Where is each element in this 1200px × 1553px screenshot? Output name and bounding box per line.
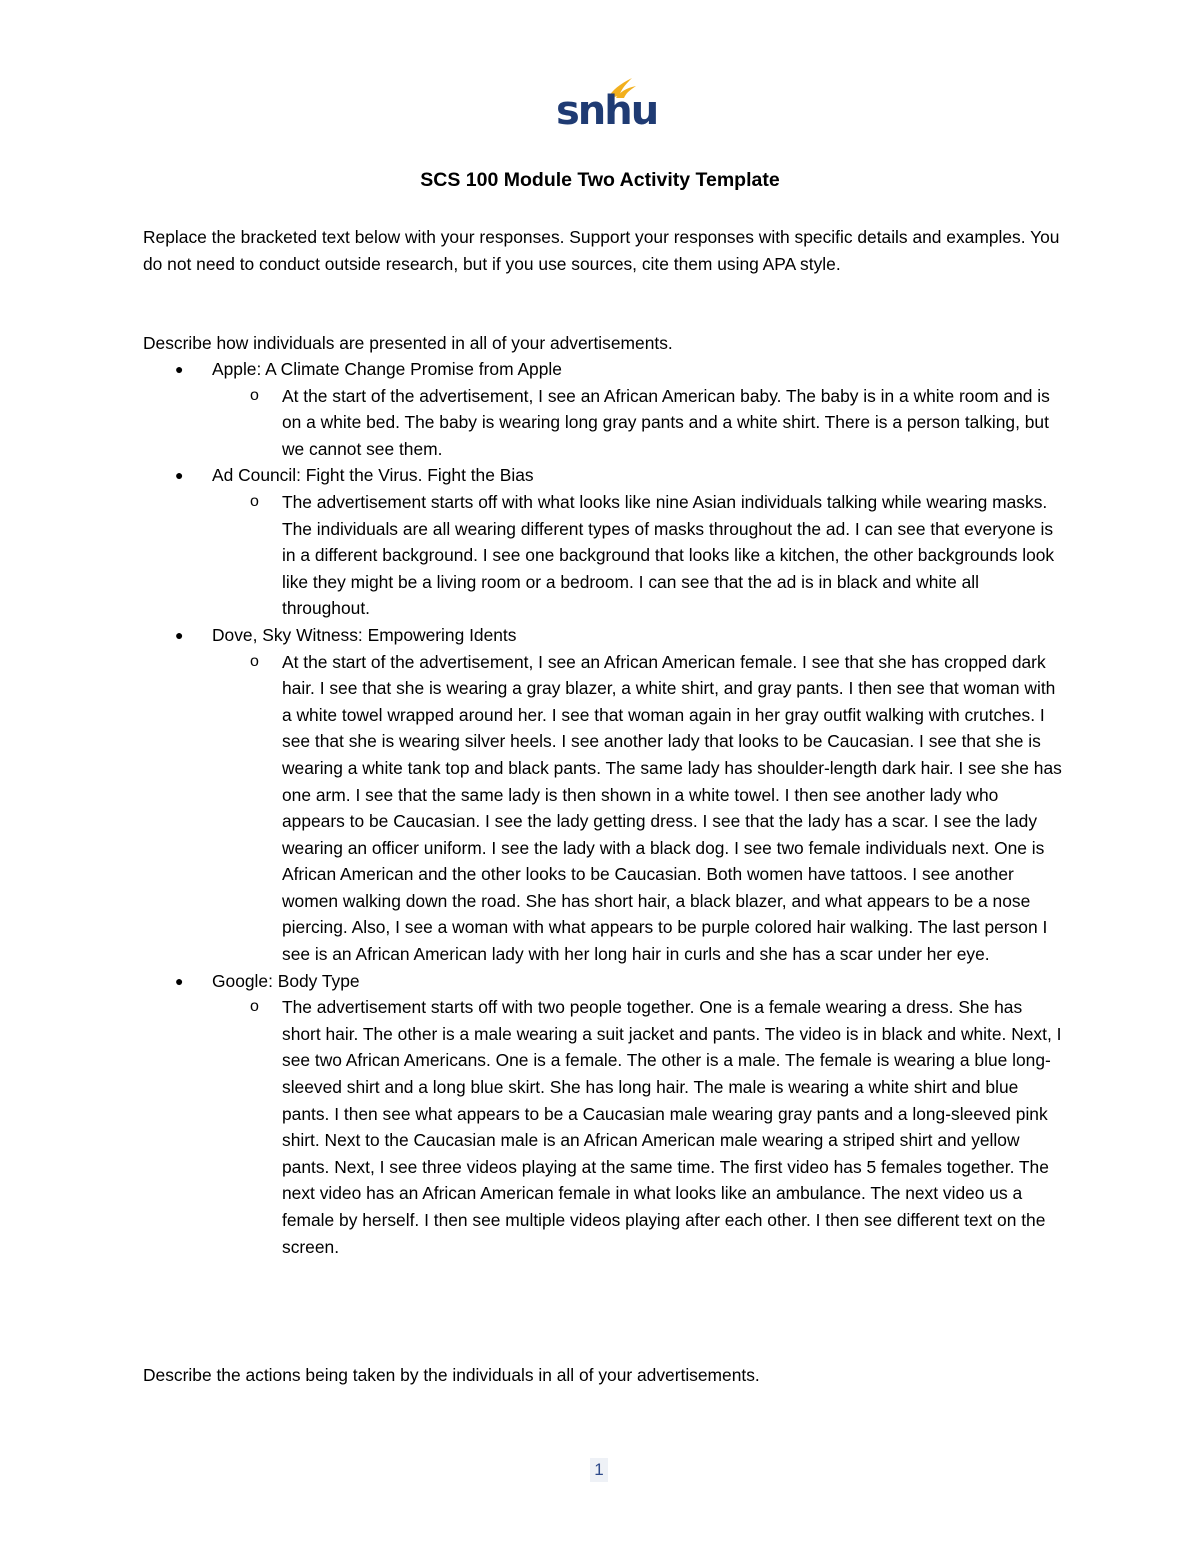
list-item [212,383,1063,463]
ad-title: Ad Council: Fight the Virus. Fight the Bias [212,465,534,486]
advertisement-list [143,356,1063,1260]
page-title: SCS 100 Module Two Activity Template [420,169,780,191]
snhu-logo [556,74,658,134]
bullet-icon: ● [175,467,184,484]
prompt-actions: Describe the actions being taken by the individuals in all of your advertisements. [143,1365,760,1385]
ad-title: Apple: A Climate Change Promise from Apple [212,359,562,379]
bullet-icon: ● [175,626,184,643]
circle-bullet-icon: o [250,386,259,404]
sub-list [212,649,1063,968]
ad-response: At the start of the advertisement, I see an African American baby. The baby is in a white room and is on a white bed. The baby is wearing long gray pants and a white shirt. There is a person talking, but we cannot see them. [282,385,1050,459]
list-item-ad-council [143,462,1063,622]
prompt-presentation: Describe how individuals are presented in all of your advertisements. [143,333,673,353]
bullet-icon: ● [175,361,184,377]
list-item [212,489,1063,622]
list-item-dove [143,622,1063,968]
ad-title: Dove, Sky Witness: Empowering Idents [212,624,517,645]
list-item [212,649,1063,968]
circle-bullet-icon: o [250,652,259,670]
bullet-icon: ● [175,972,184,989]
ad-response: The advertisement starts off with two people together. One is a female wearing a dress. She has short hair. The other is a male wearing a suit jacket and pants. The video is in black and white. Next, I see two African Americans. One is a female. The other is a male. The female is wearing a blue long-sleeved shirt and a long blue skirt. She has long hair. The male is wearing a white shirt and blue pants. I then see what appears to be a Caucasian male wearing gray pants and a long-sleeved pink shirt. Next to the Caucasian male is an African American male wearing a striped shirt and yellow pants. Next, I see three videos playing at the same time. The first video has 5 females together. The next video has an African American female in what looks like an ambulance. The next video us a female by herself. I then see multiple videos playing after each other. I then see different text on the screen. [282,997,1062,1257]
list-item-google [143,968,1063,1261]
sub-list [212,994,1063,1260]
circle-bullet-icon: o [250,492,259,510]
sub-list [212,489,1063,622]
list-item [212,994,1063,1260]
instructions-paragraph: Replace the bracketed text below with your responses. Support your responses with specific details and examples. You do not need to conduct outside research, but if you use sources, cite them using APA style. [143,227,1060,274]
list-item-apple [143,356,1063,462]
ad-response: At the start of the advertisement, I see an African American female. I see that she has cropped dark hair. I see that she is wearing a gray blazer, a white shirt, and gray pants. I then see that woman with a white towel wrapped around her. I see that woman again in her gray outfit walking with crutches. I see that she is wearing silver heels. I see another lady that looks to be Caucasian. I see that she is wearing a white tank top and black pants. The same lady has shoulder-length dark hair. I see she has one arm. I see that the same lady is then shown in a white towel. I then see another lady who appears to be Caucasian. I see the lady getting dress. I see that the lady has a scar. I see the lady wearing an officer uniform. I see the lady with a black dog. I see two female individuals next. One is African American and the other looks to be Caucasian. Both women have tattoos. I see another women walking down the road. She has short hair, a black blazer, and what appears to be a nose piercing. Also, I see a woman with what appears to be purple colored hair walking. The last person I see is an African American lady with her long hair in curls and she has a scar under her eye. [282,651,1062,965]
page-number: 1 [590,1458,608,1482]
ad-response: The advertisement starts off with what looks like nine Asian individuals talking while wearing masks. The individuals are all wearing different types of masks throughout the ad. I can see that everyone is in a different background. I see one background that looks like a kitchen, the other backgrounds look like they might be a living room or a bedroom. I can see that the ad is in black and white all throughout. [282,491,1055,619]
logo-wordmark: snhu [556,88,658,134]
circle-bullet-icon: o [250,998,259,1016]
ad-title: Google: Body Type [212,970,360,991]
sub-list [212,383,1063,463]
